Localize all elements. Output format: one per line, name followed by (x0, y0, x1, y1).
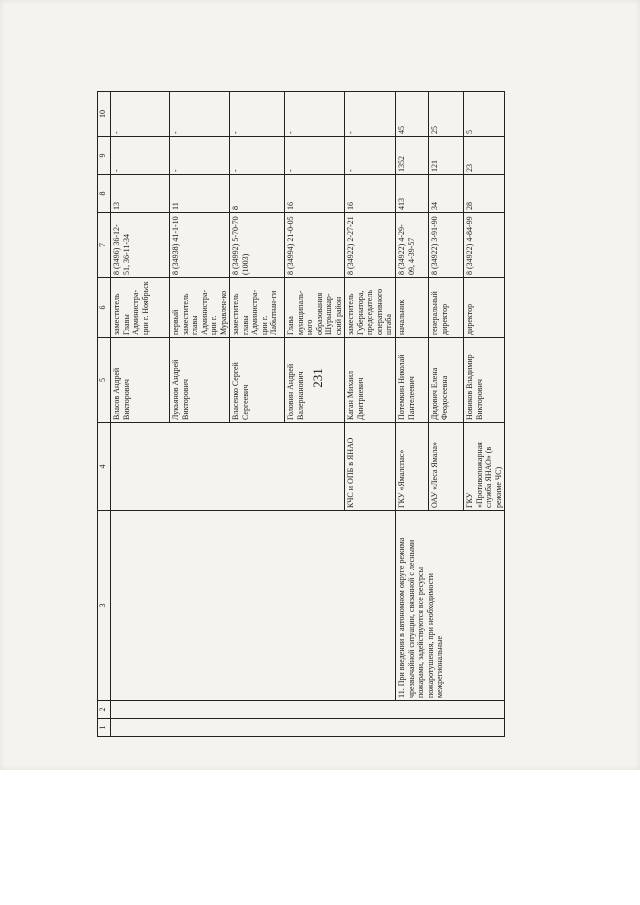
cell-c10: - (285, 92, 345, 137)
cell-org: КЧС и ОПБ в ЯНАО (345, 423, 396, 511)
cell-phone: 8 (34938) 41-1-10 (170, 213, 230, 278)
cell-c9: 23 (464, 137, 505, 175)
cell-phone: 8 (34922) 2-27-21 (345, 213, 396, 278)
resources-table (97, 91, 505, 737)
col-header-4: 4 (98, 423, 111, 511)
col-header-7: 7 (98, 213, 111, 278)
cell-c10: - (170, 92, 230, 137)
cell-person: Потемкин Николай Пантелеевич (396, 338, 429, 423)
cell-phone: 8 (34922) 3-91-90 (429, 213, 464, 278)
cell-c9: - (111, 137, 170, 175)
cell-c9: - (230, 137, 285, 175)
cell-person: Новиков Владимир Викторович (464, 338, 505, 423)
col-header-5: 5 (98, 338, 111, 423)
cell-c10: - (111, 92, 170, 137)
cell-org: ГКУ «Противопожарная служба ЯНАО» (в режиме ЧС) (464, 423, 505, 511)
header-row (98, 92, 111, 737)
cell-position: начальник (396, 278, 429, 338)
cell-org-empty (111, 423, 345, 511)
cell-person: Власенко Сергей Сергеевич (230, 338, 285, 423)
cell-col1 (111, 719, 505, 737)
col-header-6: 6 (98, 278, 111, 338)
cell-org: ОАУ «Леса Ямала» (429, 423, 464, 511)
cell-c10: - (230, 92, 285, 137)
col-header-2: 2 (98, 701, 111, 719)
cell-c9: 121 (429, 137, 464, 175)
cell-position: Глава муниципаль-ного образования Шурышкар-ский район (285, 278, 345, 338)
cell-c9: 1352 (396, 137, 429, 175)
cell-col2 (111, 701, 505, 719)
cell-position: директор (464, 278, 505, 338)
cell-position: первый заместитель главы Администра-ции г. Муравлен-ко (170, 278, 230, 338)
col-header-9: 9 (98, 137, 111, 175)
cell-c8: 16 (285, 175, 345, 213)
cell-c10: 5 (464, 92, 505, 137)
cell-c10: 45 (396, 92, 429, 137)
cell-phone: 8 (34994) 21-0-05 (285, 213, 345, 278)
rotated-table-container (97, 92, 517, 737)
cell-c9: - (170, 137, 230, 175)
cell-c10: 25 (429, 92, 464, 137)
cell-c9: - (345, 137, 396, 175)
cell-phone: 8 (34922) 4-84-99 (464, 213, 505, 278)
cell-c10: - (345, 92, 396, 137)
cell-position: генеральный директор (429, 278, 464, 338)
cell-section-text: 11. При введении в автономном округе режима чрезвычайной ситуации, связанной с лесными пожарами, задействуются все ресурсы пожаротушения, при необходимости межрегиональные (396, 511, 505, 701)
cell-c8: 28 (464, 175, 505, 213)
col-header-3: 3 (98, 511, 111, 701)
cell-phone: 8 (3496) 36-12-51, 36-11-34 (111, 213, 170, 278)
col-header-10: 10 (98, 92, 111, 137)
cell-c8: 34 (429, 175, 464, 213)
table-row (111, 92, 170, 737)
cell-phone: 8 (34922) 4-29-09, 4-39-57 (396, 213, 429, 278)
cell-c8: 413 (396, 175, 429, 213)
cell-person: Головин Андрей Валерианович (285, 338, 345, 423)
cell-c8: 11 (170, 175, 230, 213)
cell-c8: 16 (345, 175, 396, 213)
table-row (396, 92, 429, 737)
cell-position: заместитель Губернатора, председатель оперативного штаба (345, 278, 396, 338)
col-header-8: 8 (98, 175, 111, 213)
cell-c8: 8 (230, 175, 285, 213)
col-header-1: 1 (98, 719, 111, 737)
cell-col3-empty (111, 511, 396, 701)
cell-c9: - (285, 137, 345, 175)
cell-person: Каган Михаил Дмитриевич (345, 338, 396, 423)
cell-person: Власов Андрей Викторович (111, 338, 170, 423)
cell-position: заместитель Главы Администра-ции г. Ноябрьск (111, 278, 170, 338)
cell-org: ГКУ «Ямалспас» (396, 423, 429, 511)
cell-c8: 13 (111, 175, 170, 213)
page-number: 231 (310, 368, 325, 388)
cell-person: Дидович Елена Феодосеевна (429, 338, 464, 423)
cell-position: заместитель главы Администра-ции г. Лабытнан-ги (230, 278, 285, 338)
cell-person: Лукьянов Андрей Викторович (170, 338, 230, 423)
cell-phone: 8 (34992) 5-70-70 (1003) (230, 213, 285, 278)
